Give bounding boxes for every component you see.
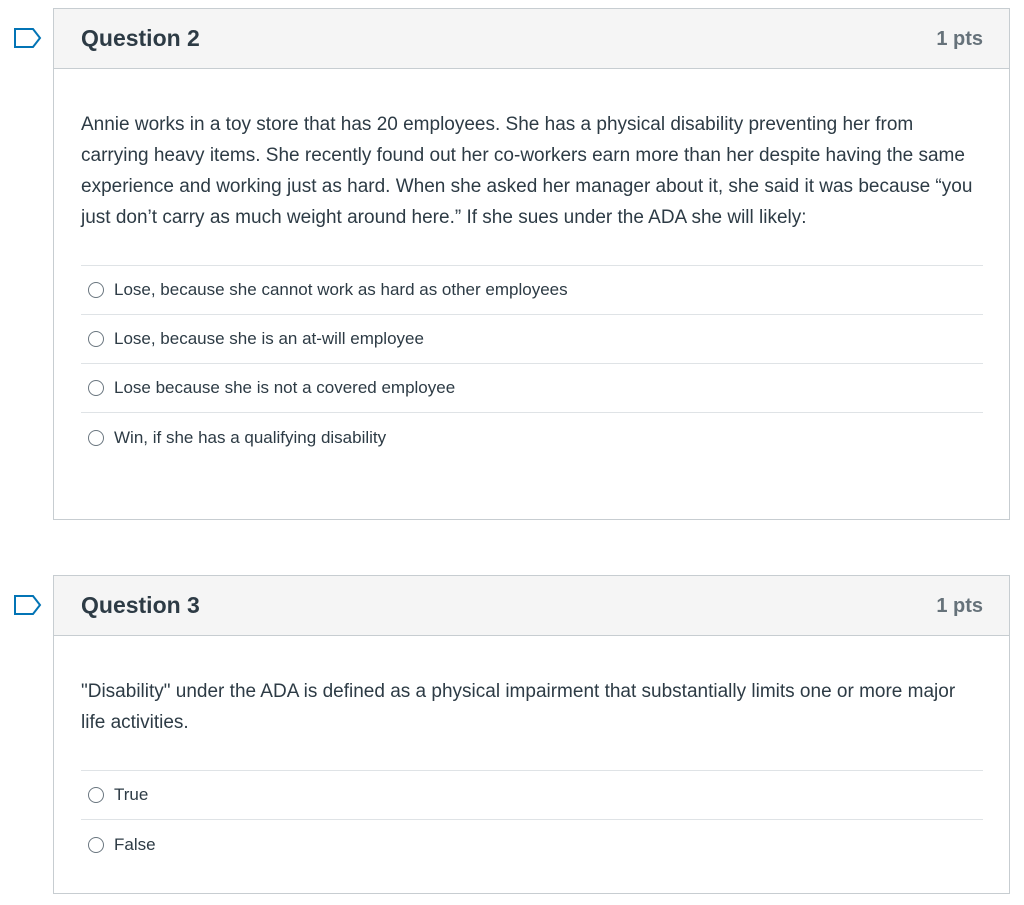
question-text: "Disability" under the ADA is defined as a physical impairment that substantially limits one or more major life activities.: [81, 681, 956, 733]
radio-button[interactable]: [88, 380, 104, 396]
answer-label: Lose, because she is an at-will employee: [114, 329, 424, 348]
radio-button[interactable]: [88, 282, 104, 298]
flag-question-icon[interactable]: [13, 27, 43, 49]
question-card: [53, 575, 1010, 894]
question-text: Annie works in a toy store that has 20 employees. She has a physical disability preventing her from carrying heavy items. She recently found out her co-workers earn more than her despite having the same experience and working just as hard. When she asked her manager about it, she said it was because “you just don’t carry as much weight around here.” If she sues under the ADA she will likely:: [81, 114, 973, 228]
answer-label: Win, if she has a qualifying disability: [114, 427, 387, 447]
answer-label: True: [114, 785, 149, 804]
answer-option[interactable]: [81, 771, 983, 820]
question-body: [54, 69, 1009, 462]
answer-label: Lose, because she cannot work as hard as other employees: [114, 280, 568, 299]
radio-button[interactable]: [88, 787, 104, 803]
radio-button[interactable]: [88, 837, 104, 853]
question-title: Question 2: [81, 25, 200, 51]
question-title: Question 3: [81, 592, 200, 618]
answer-list: [81, 770, 983, 869]
question-points: 1 pts: [936, 595, 983, 617]
answer-list: [81, 265, 983, 462]
answer-option[interactable]: [81, 820, 983, 869]
answer-option[interactable]: [81, 315, 983, 364]
answer-option[interactable]: [81, 413, 983, 462]
question-header: [54, 576, 1009, 636]
question-card: [53, 8, 1010, 520]
radio-button[interactable]: [88, 430, 104, 446]
radio-button[interactable]: [88, 331, 104, 347]
answer-label: False: [114, 834, 156, 854]
answer-label: Lose because she is not a covered employee: [114, 378, 456, 397]
flag-question-icon[interactable]: [13, 594, 43, 616]
answer-option[interactable]: [81, 364, 983, 413]
question-body: [54, 636, 1009, 869]
answer-option[interactable]: [81, 266, 983, 315]
question-points: 1 pts: [936, 28, 983, 50]
question-header: [54, 9, 1009, 69]
